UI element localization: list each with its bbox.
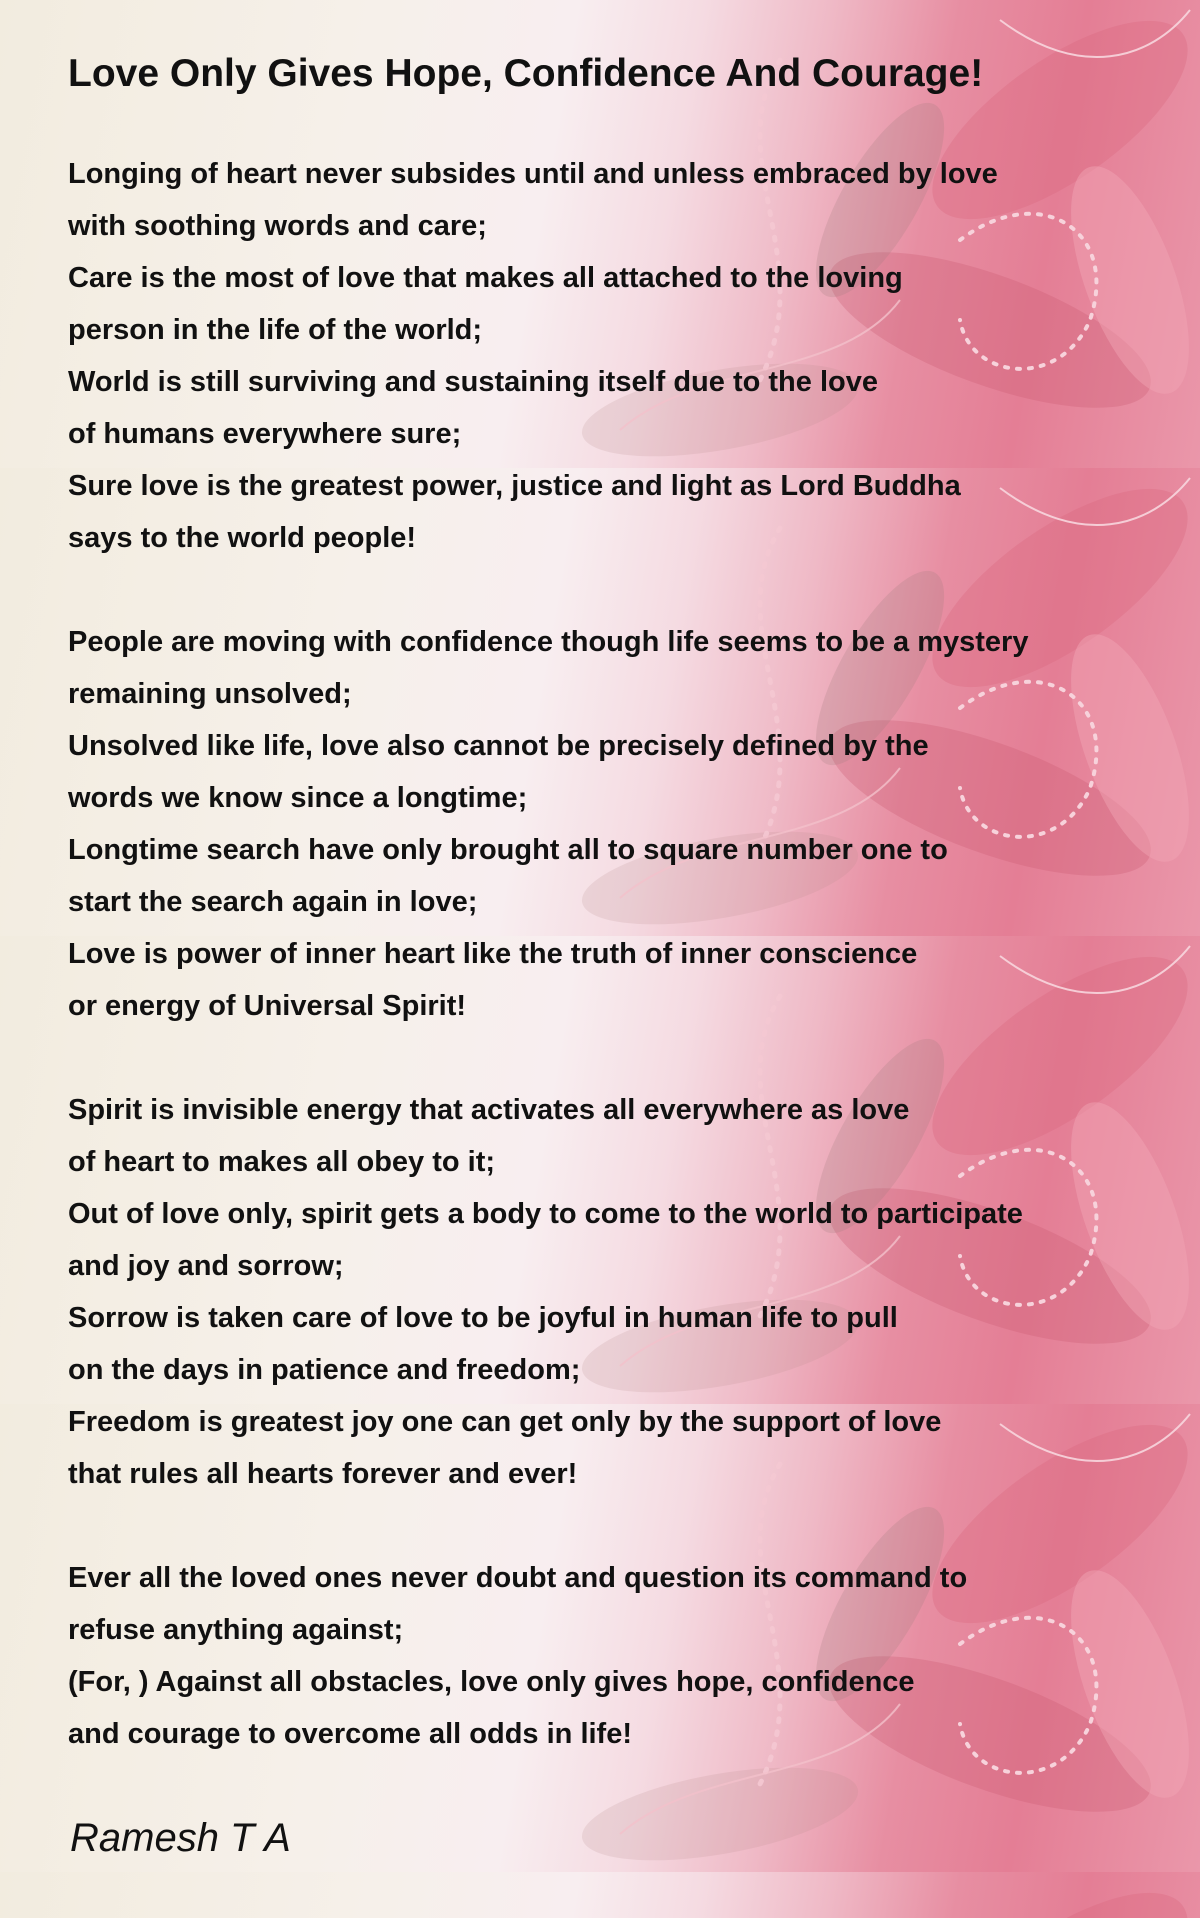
poem-line: or energy of Universal Spirit! [68, 990, 467, 1022]
poem-line: Longing of heart never subsides until and unless embraced by love [68, 158, 998, 190]
poem-line: and joy and sorrow; [68, 1250, 344, 1282]
poem-line: refuse anything against; [68, 1614, 404, 1646]
poem-line: person in the life of the world; [68, 314, 483, 346]
poem-line: and courage to overcome all odds in life! [68, 1718, 632, 1750]
poem-line: People are moving with confidence though life seems to be a mystery [68, 626, 1029, 658]
poem-line: Out of love only, spirit gets a body to come to the world to participate [68, 1198, 1023, 1230]
poem-line: Longtime search have only brought all to square number one to [68, 834, 948, 866]
poem-line: on the days in patience and freedom; [68, 1354, 581, 1386]
poem-line: says to the world people! [68, 522, 417, 554]
stanza-1 [68, 148, 1168, 564]
poem-line: World is still surviving and sustaining itself due to the love [68, 366, 878, 398]
poem-line: of heart to makes all obey to it; [68, 1146, 496, 1178]
poem-line: (For, ) Against all obstacles, love only gives hope, confidence [68, 1666, 915, 1698]
stanza-2 [68, 616, 1168, 1032]
poem-line: of humans everywhere sure; [68, 418, 462, 450]
stanza-4 [68, 1552, 1168, 1760]
poem-line: Love is power of inner heart like the truth of inner conscience [68, 938, 918, 970]
poem-line: Freedom is greatest joy one can get only by the support of love [68, 1406, 942, 1438]
poem-line: Ever all the loved ones never doubt and question its command to [68, 1562, 968, 1594]
poem-line: remaining unsolved; [68, 678, 352, 710]
poem-title: Love Only Gives Hope, Confidence And Courage! [68, 52, 984, 95]
poem-line: words we know since a longtime; [68, 782, 528, 814]
poem-line: that rules all hearts forever and ever! [68, 1458, 578, 1490]
poem-line: Unsolved like life, love also cannot be precisely defined by the [68, 730, 929, 762]
poem-line: Spirit is invisible energy that activates all everywhere as love [68, 1094, 910, 1126]
poem-line: Sorrow is taken care of love to be joyful in human life to pull [68, 1302, 898, 1334]
poem-line: Care is the most of love that makes all attached to the loving [68, 262, 903, 294]
poem-line: Sure love is the greatest power, justice and light as Lord Buddha [68, 470, 961, 502]
poem-line: start the search again in love; [68, 886, 478, 918]
poem-line: with soothing words and care; [68, 210, 487, 242]
poem-author: Ramesh T A [70, 1816, 291, 1860]
stanza-3 [68, 1084, 1168, 1500]
